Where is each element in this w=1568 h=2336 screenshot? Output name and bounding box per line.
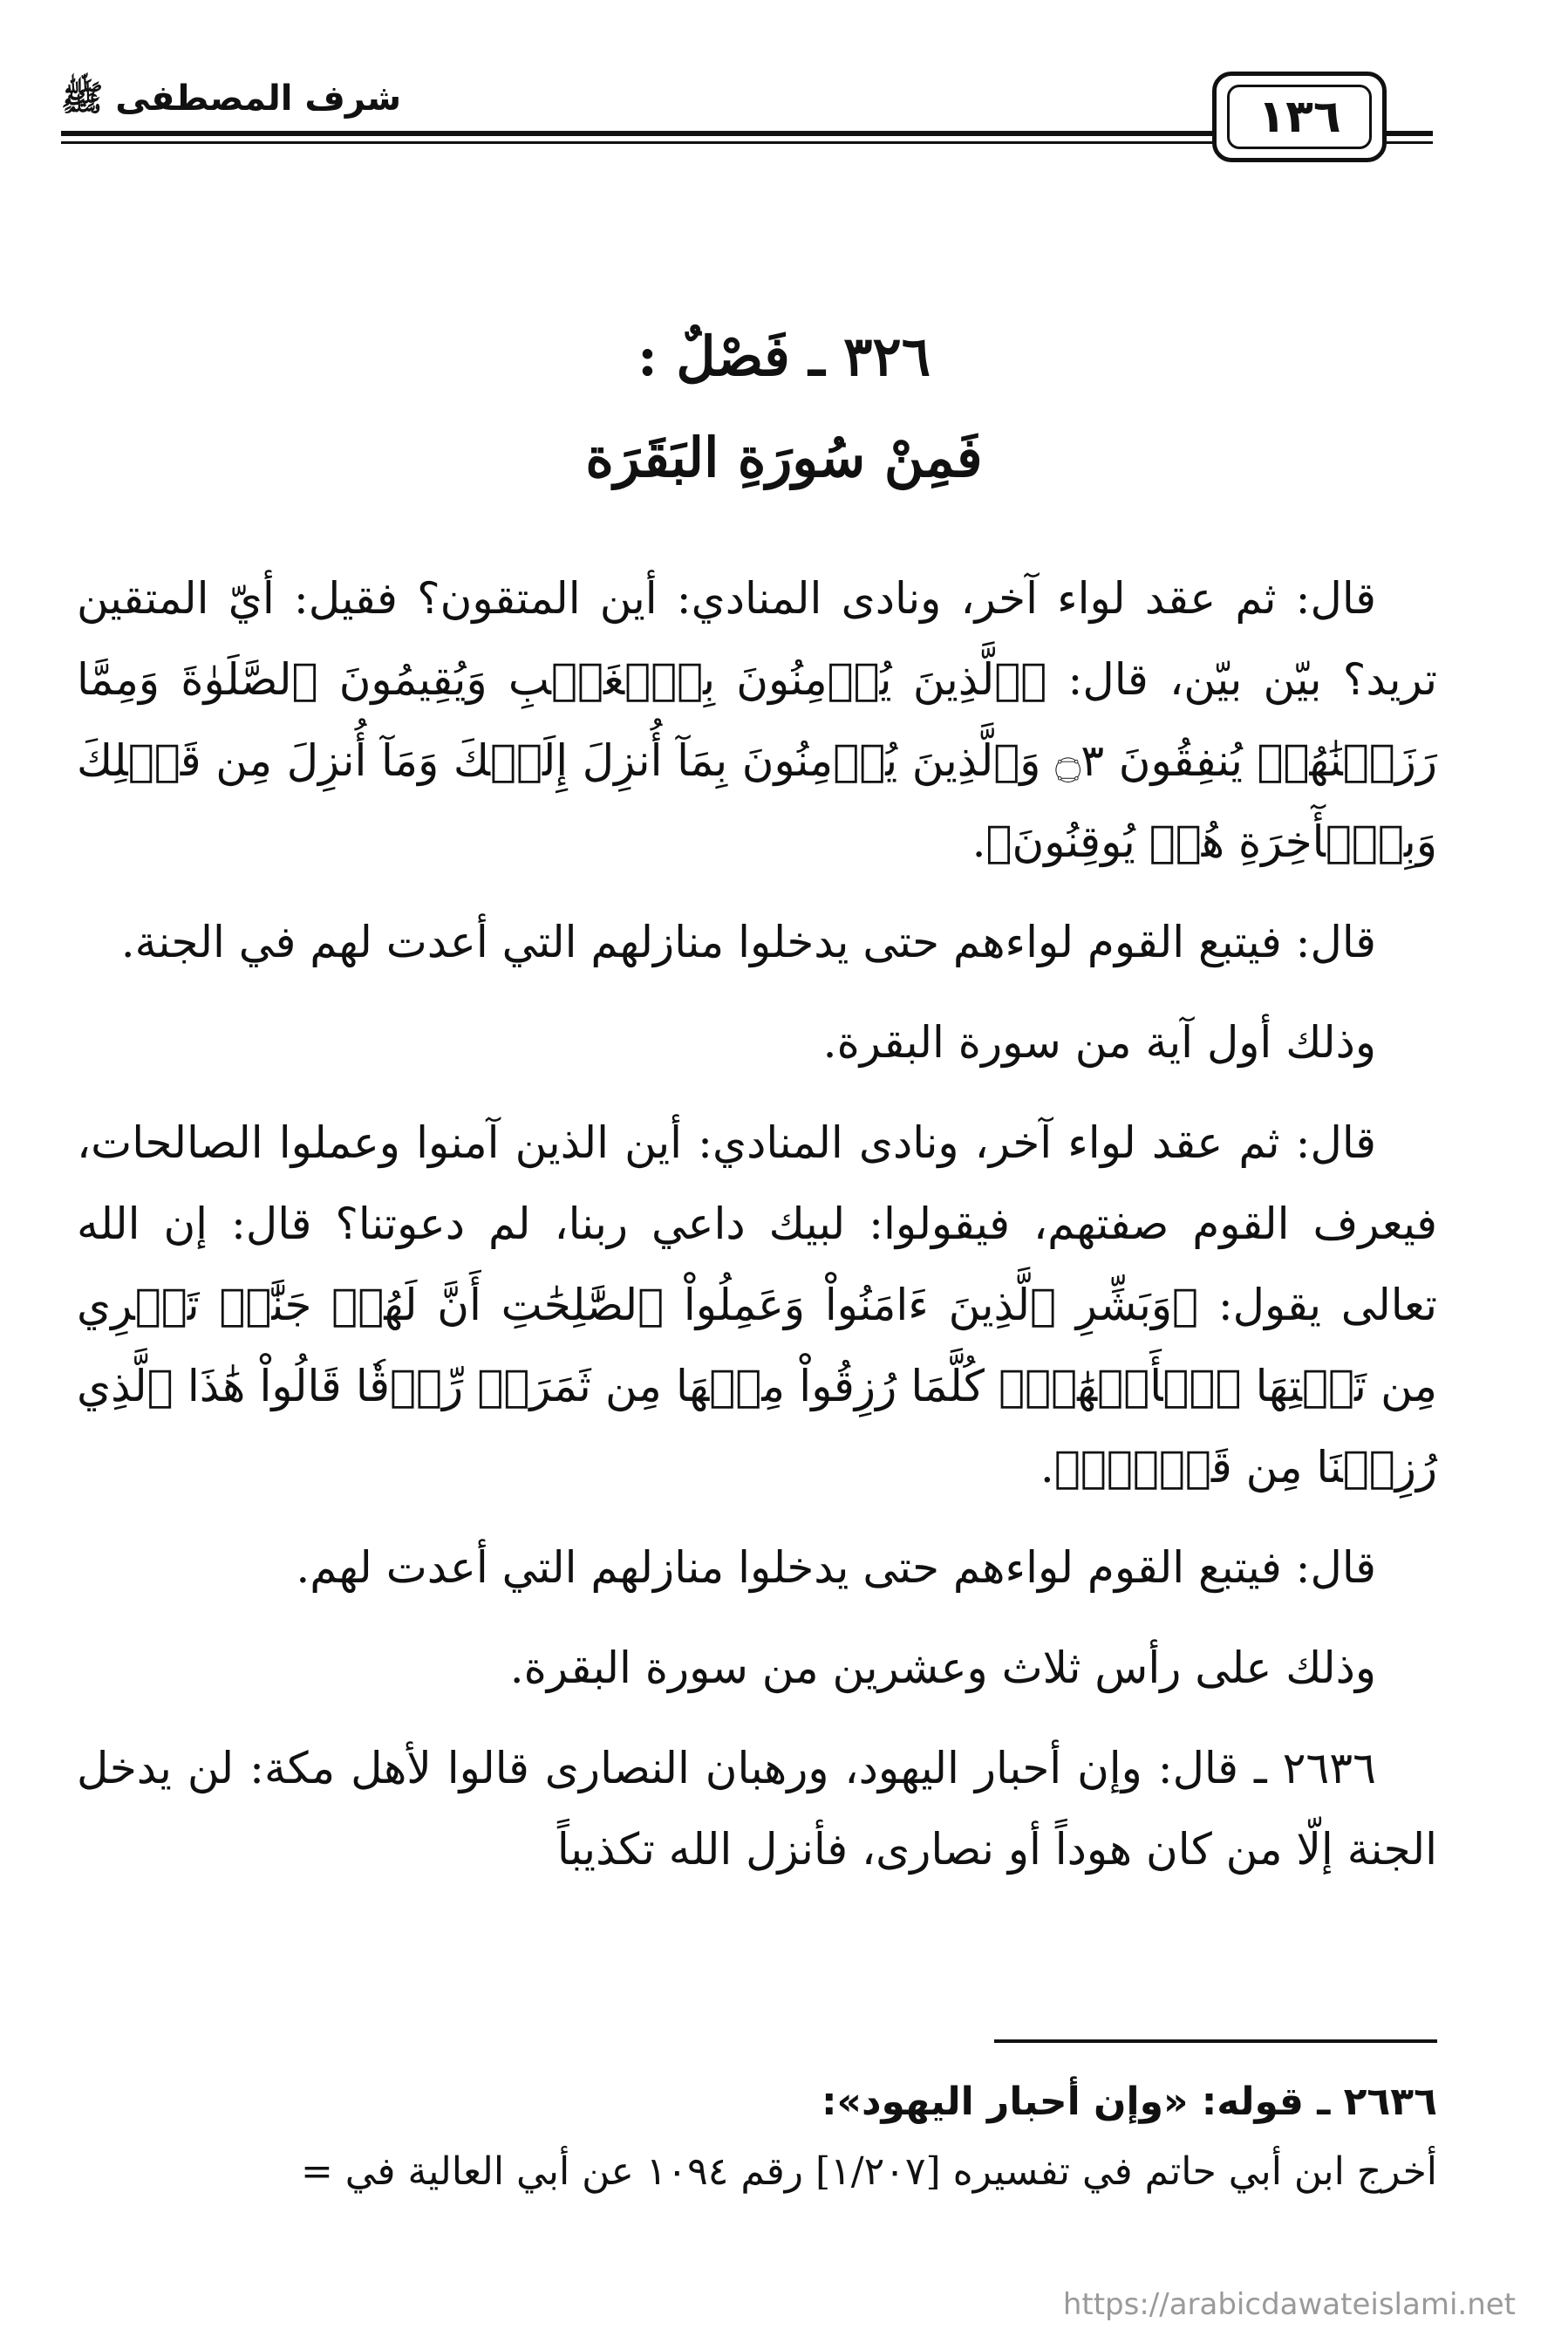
header-rule-top	[61, 131, 1217, 136]
paragraph: قال: فيتبع القوم لواءهم حتى يدخلوا منازلهم التي أعدت لهم في الجنة.	[120, 917, 1376, 967]
header-rule-right-bottom	[1382, 141, 1433, 144]
footnotes	[52, 2067, 1437, 2207]
header-rule-bottom	[61, 141, 1217, 144]
page-number-frame	[1212, 72, 1387, 162]
paragraph: قال: ثم عقد لواء آخر، ونادى المنادي: أين المتقون؟ فقيل: أيّ المتقين تريد؟ بيّن بيّن، قال: ﴿ٱلَّذِينَ يُؤۡمِنُونَ بِٱلۡغَيۡبِ وَيُقِيمُونَ ٱلصَّلَوٰةَ وَمِمَّا رَزَقۡنَٰهُمۡ يُنفِقُونَ ۝٣ وَٱلَّذِينَ يُؤۡمِنُونَ بِمَآ أُنزِلَ إِلَيۡكَ وَمَآ أُنزِلَ مِن قَبۡلِكَ وَبِٱلۡأٓخِرَةِ هُمۡ يُوقِنُونَ﴾.	[77, 573, 1437, 867]
paragraph: وذلك على رأس ثلاث وعشرين من سورة البقرة.	[509, 1643, 1376, 1693]
footnote-text: أخرج ابن أبي حاتم في تفسيره [١/٢٠٧] رقم ١٠٩٤ عن أبي العالية في =	[300, 2149, 1437, 2194]
header-rule-right-top	[1382, 131, 1433, 136]
paragraph: وذلك أول آية من سورة البقرة.	[822, 1017, 1376, 1068]
paragraph: ٢٦٣٦ ـ قال: وإن أحبار اليهود، ورهبان النصارى قالوا لأهل مكة: لن يدخل الجنة إلّا من كان هوداً أو نصارى، فأنزل الله تكذيباً	[77, 1743, 1437, 1875]
footnote-title: ٢٦٣٦ ـ قوله: «وإن أحبار اليهود»:	[821, 2080, 1437, 2124]
body-text	[77, 558, 1437, 1909]
book-title: شرف المصطفى ﷺ	[61, 79, 402, 119]
footnote-divider	[994, 2039, 1437, 2043]
paragraph: قال: فيتبع القوم لواءهم حتى يدخلوا منازلهم التي أعدت لهم.	[296, 1542, 1376, 1593]
section-title: ٣٢٦ ـ فَصْلٌ :	[637, 324, 931, 388]
paragraph: قال: ثم عقد لواء آخر، ونادى المنادي: أين الذين آمنوا وعملوا الصالحات، فيعرف القوم صفتهم، فيقولوا: لبيك داعي ربنا، لم دعوتنا؟ قال: إن الله تعالى يقول: ﴿وَبَشِّرِ ٱلَّذِينَ ءَامَنُواْ وَعَمِلُواْ ٱلصَّٰلِحَٰتِ أَنَّ لَهُمۡ جَنَّٰتٖ تَجۡرِي مِن تَحۡتِهَا ٱلۡأَنۡهَٰرُۖ كُلَّمَا رُزِقُواْ مِنۡهَا مِن ثَمَرَةٖ رِّزۡقٗا قَالُواْ هَٰذَا ٱلَّذِي رُزِقۡنَا مِن قَبۡلُۖ﴾.	[77, 1117, 1437, 1492]
section-subtitle: فَمِنْ سُورَةِ البَقَرَة	[585, 426, 983, 489]
watermark-url: https://arabicdawateislami.net	[1062, 2287, 1516, 2322]
page-number: ١٣٦	[1227, 85, 1372, 149]
running-header	[0, 0, 1568, 201]
